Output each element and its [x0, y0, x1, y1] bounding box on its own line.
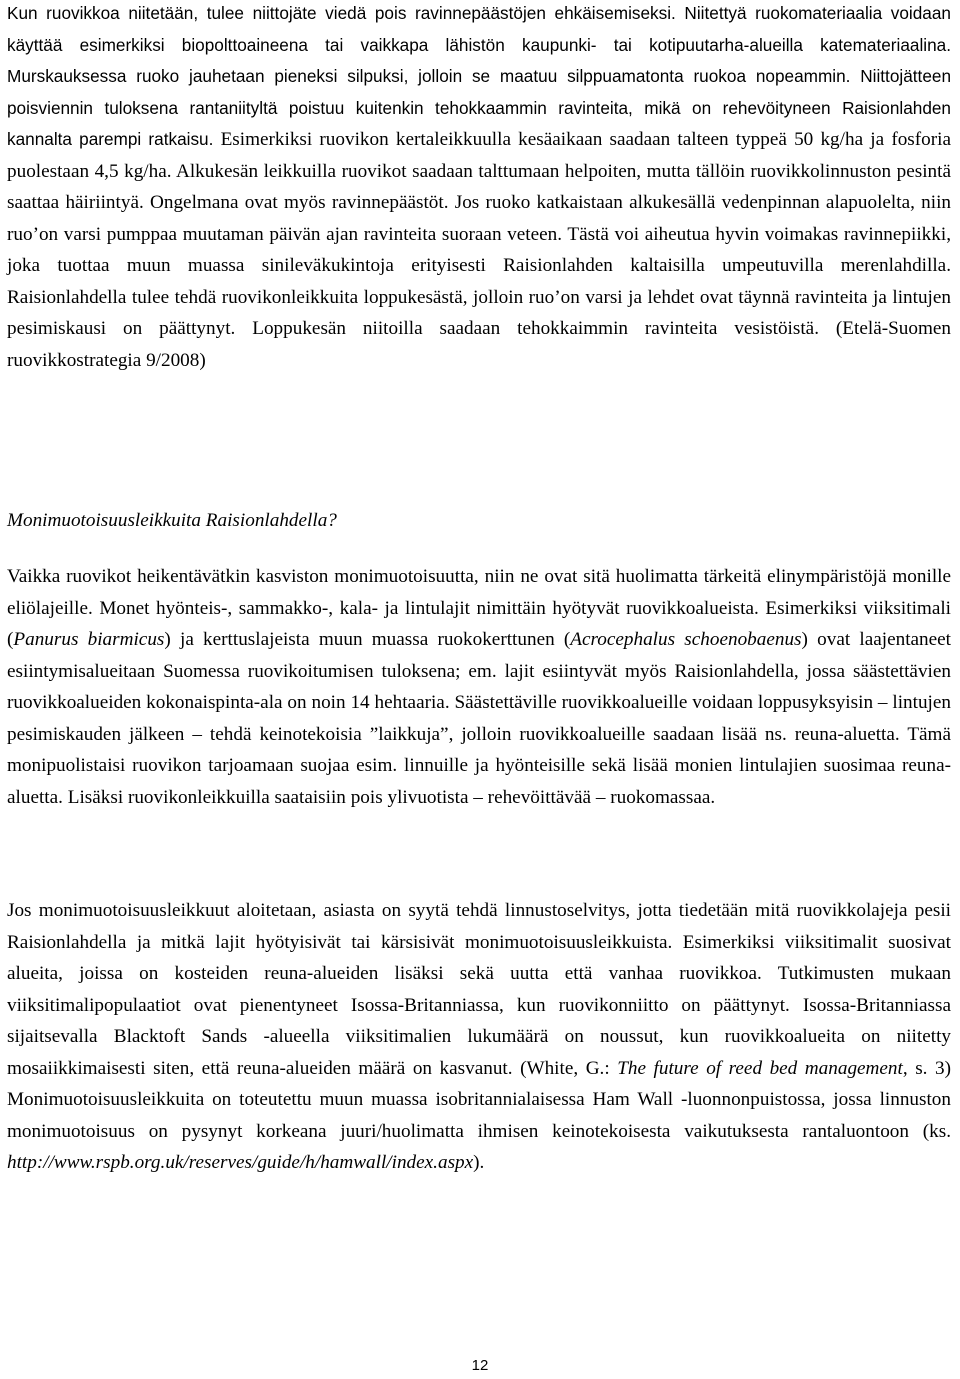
paragraph-text: Jos monimuotoisuusleikkuut aloitetaan, asiasta on syytä tehdä linnustoselvitys, jotta tiedetään mitä ruovikkolajeja pesii Raisionlahdella ja mitkä lajit hyötyisivät tai kärsisivät monimuotoisuusleikkuista. Esimerkiksi viiksitimalit suosivat alueita, joissa on kosteiden reuna-alueiden lisäksi sekä uutta että vanhaa ruovikkoa. Tutkimusten mukaan viiksitimalipopulaatiot ovat pienentyneet Isossa-Britanniassa, kun ruovikonniitto on päättynyt. Isossa-Britanniassa sijaitsevalla Blacktoft Sands -alueella viiksitimalien lukumäärä on noussut, kun ruovikkoalueita on niitetty mosaiikkimaisesti siten, että reuna-alueiden määrä on kasvanut. (White, G.: — [7, 900, 951, 1079]
species-name: Acrocephalus schoenobaenus — [570, 629, 802, 650]
paragraph-reed-harvest — [7, 0, 951, 376]
paragraph-text: ) ovat laajentaneet esiintymisalueitaan Suomessa ruovikoitumisen tuloksena; em. lajit esiintyvät myös Raisionlahdella, jossa säästettävien ruovikkoalueiden kokonaispinta-ala on noin 14 hehtaaria. Säästettäville ruovikkoalueille voidaan loppusyksyisin – lintujen pesimiskauden jälkeen – tehdä keinotekoisia ”laikkuja”, jolloin ruovikkoalueille saadaan lisää ns. reuna-aluetta. Tämä monipuolistaisi ruovikon tarjoamaan suojaa esim. linnuille ja hyönteisille sekä lisää monien lintulajien suosimaa reuna-aluetta. Lisäksi ruovikonleikkuilla saataisiin pois ylivuotista – rehevöittävää – ruokomassaa. — [7, 629, 951, 808]
reference-url[interactable]: http://www.rspb.org.uk/reserves/guide/h/hamwall/index.aspx — [7, 1152, 474, 1173]
paragraph-biodiversity — [7, 561, 951, 813]
paragraph-text: ) ja kerttuslajeista muun muassa ruokokerttunen ( — [164, 629, 571, 650]
page-number: 12 — [471, 1357, 489, 1374]
paragraph-text-sans: Kun ruovikkoa niitetään, tulee niittojäte viedä pois ravinnepäästöjen ehkäisemiseksi. Niitettyä ruokomateriaalia voidaan käyttää esimerkiksi biopolttoaineena tai vaikkapa lähistön kaupunki- tai kotipuutarha-alueilla katemateriaalina. Murskauksessa ruoko jauhetaan pieneksi silpuksi, jolloin se maatuu silppuamatonta ruokoa nopeammin. Niittojätteen poisviennin tuloksena rantaniityltä poistuu kuitenkin tehokkaammin ravinteita, mikä on rehevöityneen Raisionlahden kannalta parempi ratkaisu. — [7, 3, 951, 149]
paragraph-text: Vaikka ruovikot heikentävätkin kasviston monimuotoisuutta, niin ne ovat sitä huolimatta tärkeitä elinympäristöjä monille eliölajeille. Monet hyönteis-, sammakko-, kala- ja lintulajit nimittäin hyötyvät ruovikkoalueista. Esimerkiksi viiksitimali ( — [7, 566, 951, 650]
species-name: Panurus biarmicus — [13, 629, 165, 650]
paragraph-text: ). — [473, 1152, 485, 1173]
paragraph-text: , s. 3) Monimuotoisuusleikkuita on toteutettu muun muassa isobritannialaisessa Ham Wall -luonnonpuistossa, jossa linnuston monimuotoisuus on pysynyt korkeana juuri/huolimatta ihmisen keinotekoisesta vaikutuksesta rantaluontoon (ks. — [7, 1057, 951, 1142]
section-heading: Monimuotoisuusleikkuita Raisionlahdella? — [7, 510, 337, 531]
paragraph-diversity-cutting — [7, 895, 951, 1179]
book-title: The future of reed bed management — [617, 1057, 903, 1079]
paragraph-text-serif: Esimerkiksi ruovikon kertaleikkuulla kesäaikaan saadaan talteen typpeä 50 kg/ha ja fosforia puolestaan 4,5 kg/ha. Alkukesän leikkuilla ruovikot saadaan talttumaan helpoiten, mutta tällöin ruovikkolinnuston pesintä saattaa häiriintyä. Ongelmana ovat myös ravinnepäästöt. Jos ruoko katkaistaan alkukesällä vedenpinnan alapuolelta, niin ruo’on varsi pumppaa muutaman päivän ajan ravinteita suoraan veteen. Tästä voi aiheutua hyvin voimakas ravinnepiikki, joka tuottaa muun muassa sinileväkukintoja erityisesti Raisionlahden kaltaisilla umpeutuvilla merenlahdilla. Raisionlahdella tulee tehdä ruovikonleikkuita loppukesästä, jolloin ruo’on varsi ja lehdet ovat täynnä ravinteita ja lintujen pesimiskausi on päättynyt. Loppukesän niitoilla saadaan tehokkaimmin ravinteita vesistöistä. (Etelä-Suomen ruovikkostrategia 9/2008) — [7, 129, 951, 371]
